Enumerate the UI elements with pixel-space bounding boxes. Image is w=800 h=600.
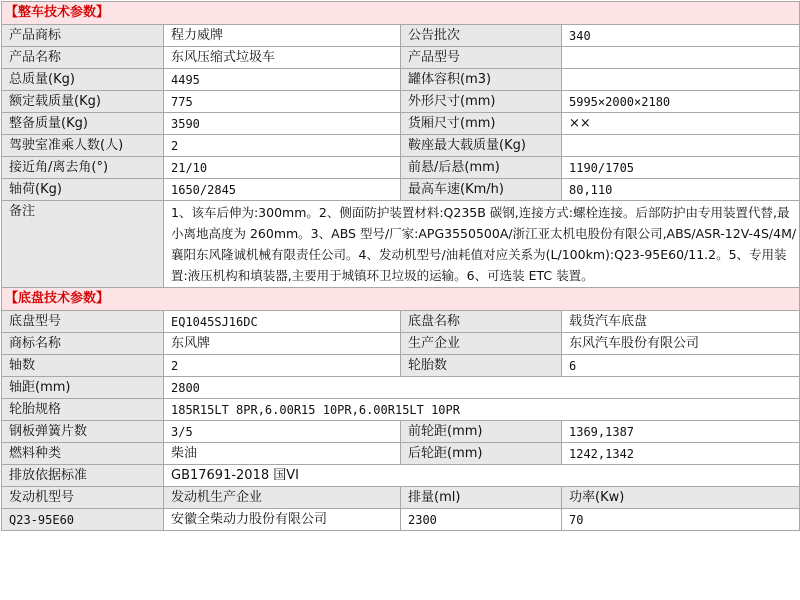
field-label: 钢板弹簧片数 <box>2 421 164 443</box>
column-header: 功率(Kw) <box>562 487 800 509</box>
remark-label: 备注 <box>2 201 164 288</box>
field-label: 驾驶室准乘人数(人) <box>2 135 164 157</box>
field-label: 罐体容积(m3) <box>401 69 562 91</box>
field-value: 东风汽车股份有限公司 <box>562 333 800 355</box>
field-value: 1190/1705 <box>562 157 800 179</box>
field-label: 产品型号 <box>401 47 562 69</box>
table-row <box>2 47 800 69</box>
field-value <box>562 69 800 91</box>
spec-table <box>1 1 800 531</box>
column-header: 排量(ml) <box>401 487 562 509</box>
engine-manufacturer: 安徽全柴动力股份有限公司 <box>164 509 401 531</box>
spec-sheet <box>1 1 799 531</box>
field-value <box>562 47 800 69</box>
field-label: 货厢尺寸(mm) <box>401 113 562 135</box>
field-label: 鞍座最大载质量(Kg) <box>401 135 562 157</box>
field-value: EQ1045SJ16DC <box>164 311 401 333</box>
field-value: 5995×2000×2180 <box>562 91 800 113</box>
field-value: 6 <box>562 355 800 377</box>
field-label: 公告批次 <box>401 25 562 47</box>
field-label: 轴荷(Kg) <box>2 179 164 201</box>
field-value: 340 <box>562 25 800 47</box>
field-value: 1242,1342 <box>562 443 800 465</box>
remark-row <box>2 201 800 288</box>
field-label: 底盘名称 <box>401 311 562 333</box>
field-label: 燃料种类 <box>2 443 164 465</box>
table-row <box>2 421 800 443</box>
table-row <box>2 69 800 91</box>
table-row <box>2 333 800 355</box>
table-row <box>2 443 800 465</box>
field-label: 接近角/离去角(°) <box>2 157 164 179</box>
remark-text: 1、该车后伸为:300mm。2、侧面防护装置材料:Q235B 碳钢,连接方式:螺栓连接。后部防护由专用装置代替,最小离地高度为 260mm。3、ABS 型号/厂家:APG3550500A/浙江亚太机电股份有限公司,ABS/ASR-12V-4S/4M/襄阳东风隆诚机械有限责任公司。4、发动机型号/油耗值对应关系为(L/100km):Q23-95E60/11.2。5、专用装置:液压机构和填装器,主要用于城镇环卫垃圾的运输。6、可选装 ETC 装置。 <box>164 201 800 288</box>
field-label: 产品名称 <box>2 47 164 69</box>
field-value: 2800 <box>164 377 800 399</box>
table-row <box>2 91 800 113</box>
field-value: ×× <box>562 113 800 135</box>
field-label: 轮胎规格 <box>2 399 164 421</box>
table-row <box>2 311 800 333</box>
engine-row <box>2 509 800 531</box>
field-value: 3590 <box>164 113 401 135</box>
field-value: 185R15LT 8PR,6.00R15 10PR,6.00R15LT 10PR <box>164 399 800 421</box>
field-label: 轴距(mm) <box>2 377 164 399</box>
field-value: 80,110 <box>562 179 800 201</box>
field-value: 载货汽车底盘 <box>562 311 800 333</box>
field-label: 外形尺寸(mm) <box>401 91 562 113</box>
field-value: GB17691-2018 国VI <box>164 465 800 487</box>
field-value: 柴油 <box>164 443 401 465</box>
section-title: 【整车技术参数】 <box>2 2 800 25</box>
column-header: 发动机生产企业 <box>164 487 401 509</box>
field-value: 3/5 <box>164 421 401 443</box>
engine-displacement: 2300 <box>401 509 562 531</box>
field-label: 总质量(Kg) <box>2 69 164 91</box>
vehicle-section-header <box>2 2 800 25</box>
field-label: 商标名称 <box>2 333 164 355</box>
chassis-section-header <box>2 288 800 311</box>
column-header: 发动机型号 <box>2 487 164 509</box>
field-value: 775 <box>164 91 401 113</box>
table-row <box>2 355 800 377</box>
field-value: 2 <box>164 135 401 157</box>
field-value: 2 <box>164 355 401 377</box>
field-value: 东风压缩式垃圾车 <box>164 47 401 69</box>
engine-power: 70 <box>562 509 800 531</box>
field-label: 排放依据标准 <box>2 465 164 487</box>
field-label: 后轮距(mm) <box>401 443 562 465</box>
table-row <box>2 377 800 399</box>
engine-model: Q23-95E60 <box>2 509 164 531</box>
field-value: 21/10 <box>164 157 401 179</box>
field-value <box>562 135 800 157</box>
field-label: 轮胎数 <box>401 355 562 377</box>
engine-header-row <box>2 487 800 509</box>
field-label: 前悬/后悬(mm) <box>401 157 562 179</box>
table-row <box>2 465 800 487</box>
field-label: 整备质量(Kg) <box>2 113 164 135</box>
field-label: 额定载质量(Kg) <box>2 91 164 113</box>
table-row <box>2 399 800 421</box>
table-row <box>2 135 800 157</box>
field-value: 1369,1387 <box>562 421 800 443</box>
table-row <box>2 179 800 201</box>
field-label: 轴数 <box>2 355 164 377</box>
field-label: 底盘型号 <box>2 311 164 333</box>
field-value: 程力威牌 <box>164 25 401 47</box>
field-label: 前轮距(mm) <box>401 421 562 443</box>
section-title: 【底盘技术参数】 <box>2 288 800 311</box>
field-value: 1650/2845 <box>164 179 401 201</box>
field-label: 最高车速(Km/h) <box>401 179 562 201</box>
table-row <box>2 25 800 47</box>
field-value: 4495 <box>164 69 401 91</box>
field-value: 东风牌 <box>164 333 401 355</box>
field-label: 生产企业 <box>401 333 562 355</box>
table-row <box>2 157 800 179</box>
table-row <box>2 113 800 135</box>
field-label: 产品商标 <box>2 25 164 47</box>
